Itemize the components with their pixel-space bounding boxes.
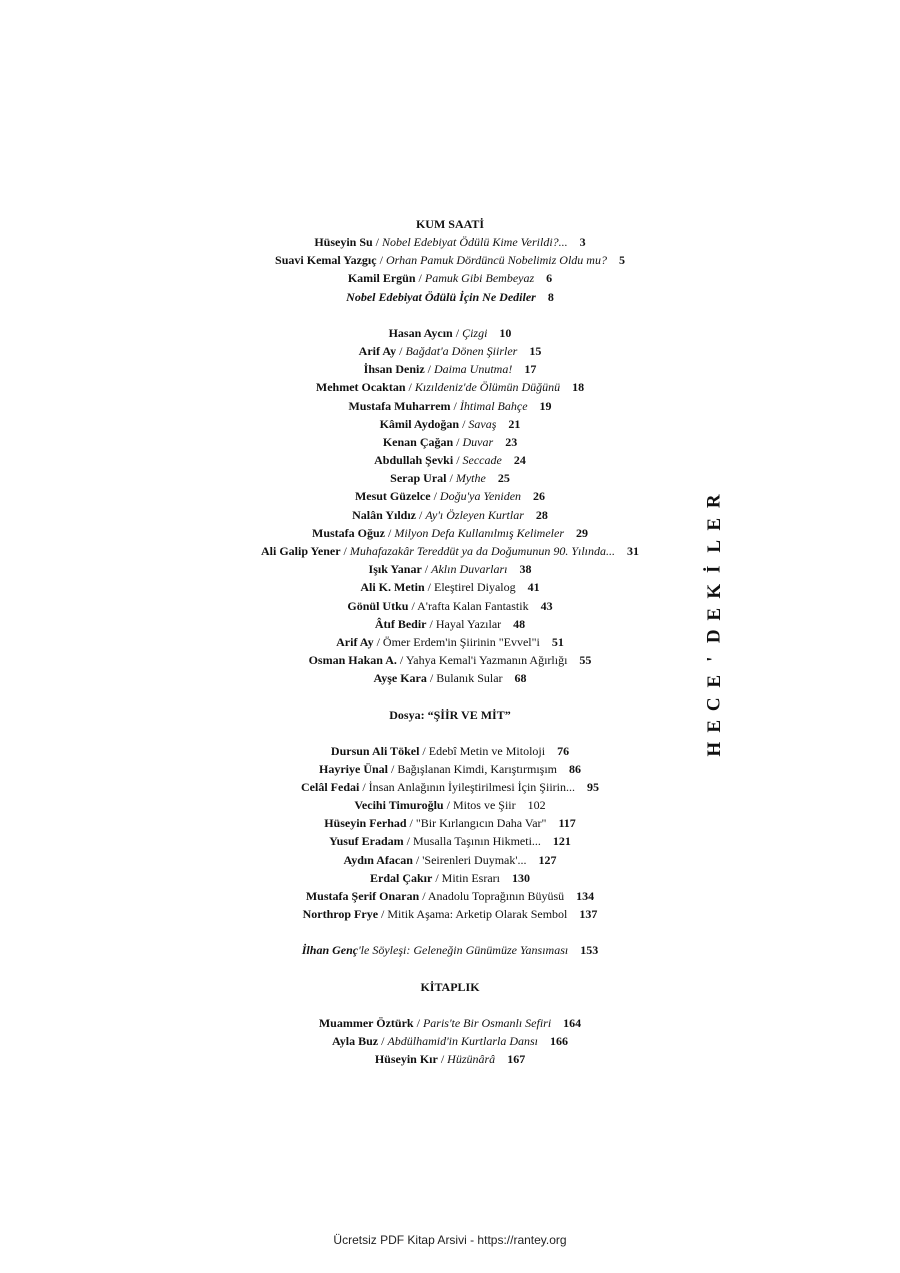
section-heading: Dosya: “ŞİİR VE MİT” xyxy=(389,707,511,722)
entry-separator: / xyxy=(424,580,434,595)
entry-title: Abdülhamid'in Kurtlarla Dansı xyxy=(387,1033,539,1048)
entry-page-number: 102 xyxy=(527,798,546,813)
side-title-text xyxy=(715,490,716,491)
entry-title: Bağdat'a Dönen Şiirler xyxy=(405,343,518,358)
entry-author: Dursun Ali Tökel xyxy=(330,743,420,758)
entry-title: 'le Söyleşi: Geleneğin Günümüze Yansıması xyxy=(358,943,569,958)
entry-page-number: 38 xyxy=(519,562,532,577)
entry-title: Muhafazakâr Tereddüt ya da Doğumunun 90. Yılında... xyxy=(349,544,616,558)
toc-entry[interactable] xyxy=(220,814,680,832)
entry-author: Mustafa Şerif Onaran xyxy=(305,889,420,903)
entry-page-number: 5 xyxy=(618,253,625,268)
section-spacer xyxy=(220,923,680,941)
entry-title: Edebî Metin ve Mitoloji xyxy=(428,743,546,758)
entry-title: Yahya Kemal'i Yazmanın Ağırlığı xyxy=(405,653,568,668)
entry-title: "Bir Kırlangıcın Daha Var" xyxy=(415,816,547,831)
entry-title: Anadolu Toprağının Büyüsü xyxy=(427,889,565,903)
entry-separator: / xyxy=(426,616,436,631)
entry-page-number: 10 xyxy=(499,325,512,340)
toc-entry[interactable] xyxy=(220,760,680,778)
toc-entry[interactable] xyxy=(220,651,680,669)
entry-separator: / xyxy=(450,398,460,413)
toc-entry[interactable] xyxy=(220,1032,680,1050)
entry-separator: / xyxy=(372,235,383,249)
section-spacer xyxy=(220,688,680,706)
entry-page-number: 117 xyxy=(558,816,576,831)
entry-page-number: 28 xyxy=(535,507,548,522)
entry-author: Mustafa Oğuz xyxy=(312,525,385,540)
entry-separator: / xyxy=(415,271,425,286)
entry-separator: / xyxy=(446,471,456,486)
entry-author: Abdullah Şevki xyxy=(374,453,454,468)
entry-page-number: 17 xyxy=(524,362,537,377)
entry-author: Arif Ay xyxy=(336,634,374,649)
entry-author: Ali Galip Yener xyxy=(260,544,341,558)
side-title-letter: İ xyxy=(703,565,725,573)
toc-entry[interactable] xyxy=(220,251,680,269)
entry-title: Doğu'ya Yeniden xyxy=(439,489,522,504)
entry-author: Nobel Edebiyat Ödülü İçin Ne Dediler xyxy=(346,289,536,304)
entry-title: Duvar xyxy=(462,434,494,449)
entry-title: Orhan Pamuk Dördüncü Nobelimiz Oldu mu? xyxy=(385,253,607,268)
entry-separator: / xyxy=(459,416,469,431)
toc-entry[interactable] xyxy=(220,542,680,560)
entry-author: Serap Ural xyxy=(390,471,447,486)
side-title-letter: K xyxy=(703,583,725,599)
entry-separator: / xyxy=(412,852,423,867)
toc-entry[interactable] xyxy=(220,578,680,596)
side-title-vertical xyxy=(700,490,730,760)
toc-entry[interactable] xyxy=(220,433,680,451)
entry-author: İlhan Genç xyxy=(301,943,359,958)
section-spacer xyxy=(220,306,680,324)
toc-entry[interactable] xyxy=(220,832,680,850)
entry-author: Suavi Kemal Yazgıç xyxy=(275,253,377,268)
entry-separator: / xyxy=(453,434,463,449)
entry-title: Çizgi xyxy=(462,325,488,340)
entry-page-number: 86 xyxy=(569,761,581,776)
entry-author: Gönül Utku xyxy=(347,598,409,613)
toc-entry[interactable] xyxy=(220,742,680,760)
entry-page-number: 164 xyxy=(563,1015,582,1030)
toc-entry[interactable] xyxy=(220,415,680,433)
entry-separator: / xyxy=(378,1033,388,1048)
heading-gap xyxy=(220,724,680,742)
toc-entry[interactable] xyxy=(220,524,680,542)
toc-entry[interactable] xyxy=(220,778,680,796)
table-of-contents xyxy=(220,215,680,1068)
entry-author: Hasan Aycın xyxy=(388,325,453,340)
entry-author: Hüseyin Kır xyxy=(374,1051,438,1066)
section-heading: KUM SAATİ xyxy=(415,217,485,231)
entry-separator: / xyxy=(424,362,435,377)
entry-separator: / xyxy=(432,870,442,885)
entry-author: Işık Yanar xyxy=(368,562,422,577)
entry-page-number: 121 xyxy=(552,834,571,849)
entry-separator: / xyxy=(452,325,463,340)
entry-page-number: 41 xyxy=(527,580,540,595)
entry-author: Mehmet Ocaktan xyxy=(315,380,406,395)
entry-title: Mythe xyxy=(455,471,486,486)
entry-title: Mitin Esrarı xyxy=(441,870,500,885)
entry-author: Âtıf Bedir xyxy=(374,616,427,631)
entry-title: Mitik Aşama: Arketip Olarak Sembol xyxy=(387,907,568,922)
toc-entry[interactable] xyxy=(220,560,680,578)
entry-page-number: 3 xyxy=(579,235,586,249)
side-title-letter: D xyxy=(703,629,725,644)
entry-page-number: 137 xyxy=(579,907,598,922)
toc-entry[interactable] xyxy=(220,360,680,378)
entry-separator: / xyxy=(413,1015,423,1030)
entry-author: Aydın Afacan xyxy=(343,852,413,867)
entry-author: Celâl Fedai xyxy=(301,779,360,794)
entry-separator: / xyxy=(453,453,463,468)
footer-text: Ücretsiz PDF Kitap Arsivi - https://rantey.org xyxy=(333,1233,567,1247)
entry-page-number: 68 xyxy=(514,671,527,686)
entry-title: A'rafta Kalan Fantastik xyxy=(417,598,529,613)
entry-separator: / xyxy=(376,253,386,268)
entry-page-number: 130 xyxy=(512,870,530,885)
entry-title: Aklın Duvarları xyxy=(431,562,508,577)
entry-page-number: 76 xyxy=(557,743,570,758)
entry-title: Bulanık Sular xyxy=(436,671,503,686)
entry-page-number: 21 xyxy=(508,416,521,431)
entry-author: Mesut Güzelce xyxy=(354,489,431,504)
entry-page-number: 127 xyxy=(538,852,557,867)
entry-separator: / xyxy=(396,343,406,358)
entry-title: Eleştirel Diyalog xyxy=(434,580,516,595)
entry-separator: / xyxy=(385,525,395,540)
entry-author: Kenan Çağan xyxy=(382,434,454,449)
entry-page-number: 6 xyxy=(546,271,553,286)
toc-entry[interactable] xyxy=(220,669,680,687)
side-title-letter: E xyxy=(703,674,725,688)
entry-author: Muammer Öztürk xyxy=(318,1015,414,1030)
entry-separator: / xyxy=(340,544,350,558)
toc-entry[interactable] xyxy=(220,269,680,287)
toc-entry[interactable] xyxy=(220,633,680,651)
entry-author: Osman Hakan A. xyxy=(308,653,397,668)
entry-title: Seccade xyxy=(462,453,502,468)
entry-separator: / xyxy=(416,507,426,522)
entry-page-number: 153 xyxy=(580,943,599,958)
side-title-letter: E xyxy=(703,517,725,531)
entry-separator: / xyxy=(408,598,418,613)
side-title-letter: H xyxy=(703,741,725,757)
entry-title: İnsan Anlağının İyileştirilmesi İçin Şiirin... xyxy=(368,779,575,794)
entry-separator: / xyxy=(373,634,383,649)
entry-title: Ömer Erdem'in Şiirinin "Evvel"i xyxy=(382,634,540,649)
entry-page-number: 24 xyxy=(513,453,526,468)
toc-entry[interactable] xyxy=(220,1050,680,1068)
toc-entry[interactable] xyxy=(220,597,680,615)
entry-page-number: 29 xyxy=(576,525,588,540)
side-title-letter: L xyxy=(703,539,725,553)
entry-author: Kâmil Aydoğan xyxy=(379,416,460,431)
entry-title: Pamuk Gibi Bembeyaz xyxy=(424,271,535,286)
entry-title: Ay'ı Özleyen Kurtlar xyxy=(425,507,524,522)
entry-separator: / xyxy=(359,779,369,794)
entry-title: Musalla Taşının Hikmeti... xyxy=(412,834,541,849)
entry-title: İhtimal Bahçe xyxy=(459,398,528,413)
section-heading: KİTAPLIK xyxy=(420,979,480,994)
entry-title: Daima Unutma! xyxy=(434,362,513,377)
entry-author: Hayriye Ünal xyxy=(319,761,388,776)
toc-entry[interactable] xyxy=(220,796,680,814)
entry-author: Ayla Buz xyxy=(331,1033,379,1048)
entry-author: Ali K. Metin xyxy=(360,580,425,595)
entry-separator: / xyxy=(403,834,413,849)
entry-page-number: 43 xyxy=(540,598,553,613)
toc-entry[interactable] xyxy=(220,941,680,959)
entry-title: Milyon Defa Kullanılmış Kelimeler xyxy=(394,525,564,540)
toc-entry[interactable] xyxy=(220,851,680,869)
entry-page-number: 134 xyxy=(576,889,595,903)
toc-entry[interactable] xyxy=(220,506,680,524)
entry-page-number: 55 xyxy=(579,653,592,668)
entry-title: Bağışlanan Kimdi, Karıştırmışım xyxy=(397,761,557,776)
toc-entry[interactable] xyxy=(220,342,680,360)
heading-gap xyxy=(220,996,680,1014)
toc-entry[interactable] xyxy=(220,905,680,923)
entry-author: Vecihi Timuroğlu xyxy=(354,798,444,813)
entry-page-number: 95 xyxy=(586,779,599,794)
side-title-letter: R xyxy=(703,494,725,509)
entry-separator: / xyxy=(426,671,437,686)
toc-entry[interactable] xyxy=(220,324,680,342)
entry-page-number: 167 xyxy=(507,1051,526,1066)
entry-author: Hüseyin Su xyxy=(314,235,373,249)
side-title-letter: E xyxy=(703,607,725,621)
entry-page-number: 25 xyxy=(497,471,510,486)
entry-author: Arif Ay xyxy=(358,343,397,358)
entry-title: Mitos ve Şiir xyxy=(452,798,516,813)
entry-separator: / xyxy=(396,653,406,668)
side-title-letter: C xyxy=(703,696,725,711)
entry-author: Hüseyin Ferhad xyxy=(324,816,407,831)
entry-author: Ayşe Kara xyxy=(373,671,427,686)
side-title-letter: E xyxy=(703,719,725,733)
toc-entry[interactable] xyxy=(220,615,680,633)
toc-entry[interactable] xyxy=(220,378,680,396)
entry-title: Hayal Yazılar xyxy=(435,616,502,631)
entry-separator: / xyxy=(437,1051,448,1066)
entry-page-number: 31 xyxy=(627,544,640,558)
entry-separator: / xyxy=(405,380,415,395)
side-title-letter: ' xyxy=(703,656,725,662)
entry-author: Yusuf Eradam xyxy=(329,834,404,849)
entry-page-number: 18 xyxy=(572,380,585,395)
entry-author: Northrop Frye xyxy=(302,907,379,922)
toc-entry[interactable] xyxy=(220,1014,680,1032)
toc-entry[interactable] xyxy=(220,397,680,415)
entry-author: Nalân Yıldız xyxy=(352,507,416,522)
toc-entry[interactable] xyxy=(220,887,680,905)
entry-title: Nobel Edebiyat Ödülü Kime Verildi?... xyxy=(382,235,568,249)
entry-title: 'Seirenleri Duymak'... xyxy=(422,852,527,867)
entry-separator: / xyxy=(419,743,429,758)
entry-page-number: 48 xyxy=(513,616,526,631)
toc-entry[interactable] xyxy=(220,288,680,306)
entry-page-number: 51 xyxy=(551,634,564,649)
entry-separator: / xyxy=(430,489,440,504)
entry-title: Paris'te Bir Osmanlı Sefiri xyxy=(422,1015,552,1030)
entry-separator: / xyxy=(388,761,398,776)
toc-entry[interactable] xyxy=(220,487,680,505)
entry-author: Mustafa Muharrem xyxy=(348,398,451,413)
entry-separator: / xyxy=(421,562,432,577)
toc-entry[interactable] xyxy=(220,869,680,887)
entry-separator: / xyxy=(378,907,388,922)
entry-author: Kamil Ergün xyxy=(347,271,416,286)
section-spacer xyxy=(220,960,680,978)
entry-separator: / xyxy=(406,816,416,831)
entry-title: Hüzünârâ xyxy=(447,1051,496,1066)
entry-title: Kızıldeniz'de Ölümün Düğünü xyxy=(414,380,561,395)
toc-entry[interactable] xyxy=(220,451,680,469)
toc-entry[interactable] xyxy=(220,469,680,487)
entry-page-number: 19 xyxy=(539,398,552,413)
entry-author: Erdal Çakır xyxy=(369,870,433,885)
entry-title: Savaş xyxy=(468,416,497,431)
entry-author: İhsan Deniz xyxy=(363,362,425,377)
entry-page-number: 15 xyxy=(529,343,542,358)
entry-page-number: 8 xyxy=(547,289,554,304)
entry-separator: / xyxy=(443,798,453,813)
entry-page-number: 166 xyxy=(550,1033,569,1048)
toc-entry[interactable] xyxy=(220,233,680,251)
entry-page-number: 26 xyxy=(533,489,546,504)
entry-page-number: 23 xyxy=(505,434,518,449)
entry-separator: / xyxy=(419,889,428,903)
